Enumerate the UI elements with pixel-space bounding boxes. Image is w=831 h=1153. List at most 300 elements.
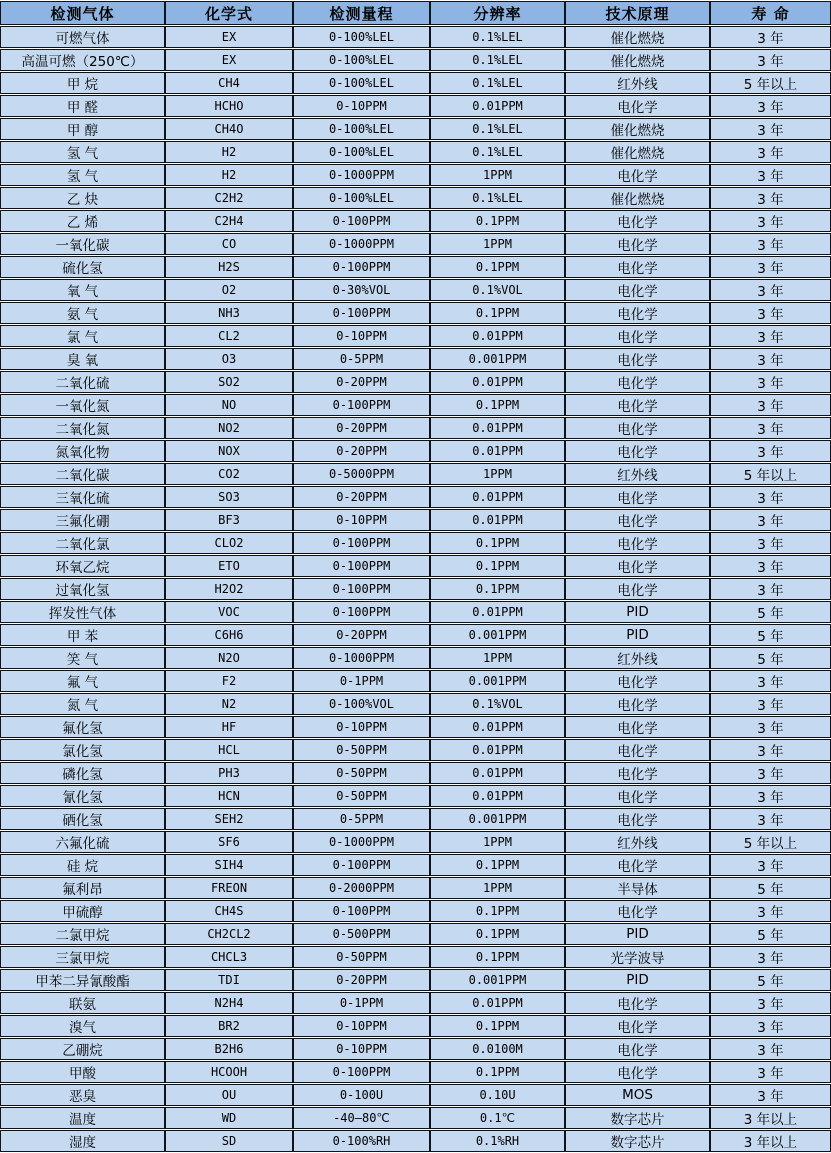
cell-lifespan: 3 年 [710,233,831,255]
cell-principle: 电化学 [565,1015,710,1037]
cell-lifespan: 3 年 [710,670,831,692]
cell-range: 0-1000PPM [293,164,430,186]
cell-gas-name: 二氯甲烷 [0,923,165,945]
cell-lifespan: 3 年 [710,532,831,554]
cell-lifespan: 3 年 [710,992,831,1014]
cell-principle: 电化学 [565,164,710,186]
cell-principle: 红外线 [565,831,710,853]
cell-resolution: 0.1%LEL [430,141,565,163]
cell-gas-name: 三氟化硼 [0,509,165,531]
cell-range: 0-100PPM [293,578,430,600]
cell-range: 0-10PPM [293,95,430,117]
cell-principle: 数字芯片 [565,1107,710,1129]
cell-range: 0-5PPM [293,808,430,830]
cell-gas-name: 氟化氢 [0,716,165,738]
cell-range: 0-10PPM [293,1038,430,1060]
table-row [0,26,831,48]
cell-principle: 数字芯片 [565,1130,710,1152]
table-row [0,693,831,715]
cell-principle: 电化学 [565,854,710,876]
cell-formula: CL2 [165,325,293,347]
cell-formula: C2H4 [165,210,293,232]
cell-resolution: 0.01PPM [430,509,565,531]
cell-range: 0-30%VOL [293,279,430,301]
table-row [0,118,831,140]
cell-resolution: 0.1PPM [430,532,565,554]
cell-lifespan: 3 年 [710,578,831,600]
cell-range: 0-10PPM [293,325,430,347]
cell-range: 0-5000PPM [293,463,430,485]
column-header-gas-name: 检测气体 [0,1,165,25]
table-row [0,716,831,738]
cell-gas-name: 二氧化碳 [0,463,165,485]
cell-formula: N2 [165,693,293,715]
cell-resolution: 0.01PPM [430,601,565,623]
cell-gas-name: 氢 气 [0,141,165,163]
cell-lifespan: 5 年以上 [710,831,831,853]
cell-gas-name: 硫化氢 [0,256,165,278]
cell-gas-name: 二氧化氯 [0,532,165,554]
cell-gas-name: 甲 醛 [0,95,165,117]
cell-resolution: 1PPM [430,164,565,186]
cell-range: 0-100%VOL [293,693,430,715]
cell-lifespan: 3 年 [710,279,831,301]
cell-principle: 红外线 [565,647,710,669]
cell-principle: 电化学 [565,233,710,255]
table-row [0,877,831,899]
cell-resolution: 0.001PPM [430,969,565,991]
table-row [0,210,831,232]
cell-lifespan: 5 年以上 [710,72,831,94]
cell-formula: SO2 [165,371,293,393]
table-row [0,578,831,600]
cell-principle: 电化学 [565,785,710,807]
table-row [0,785,831,807]
cell-gas-name: 甲 烷 [0,72,165,94]
table-row [0,417,831,439]
cell-range: 0-50PPM [293,946,430,968]
cell-formula: B2H6 [165,1038,293,1060]
cell-resolution: 0.1PPM [430,302,565,324]
cell-gas-name: 环氧乙烷 [0,555,165,577]
cell-range: 0-10PPM [293,716,430,738]
column-header-lifespan: 寿 命 [710,1,831,25]
cell-resolution: 0.01PPM [430,417,565,439]
table-row [0,440,831,462]
cell-resolution: 0.1PPM [430,210,565,232]
cell-formula: HF [165,716,293,738]
table-row [0,302,831,324]
cell-formula: ETO [165,555,293,577]
cell-lifespan: 5 年 [710,969,831,991]
cell-principle: 催化燃烧 [565,49,710,71]
cell-resolution: 0.1%VOL [430,279,565,301]
cell-lifespan: 3 年 [710,1084,831,1106]
cell-gas-name: 可燃气体 [0,26,165,48]
cell-gas-name: 硅 烷 [0,854,165,876]
cell-principle: 电化学 [565,509,710,531]
cell-formula: NOX [165,440,293,462]
cell-resolution: 0.01PPM [430,95,565,117]
cell-gas-name: 臭 氧 [0,348,165,370]
cell-formula: VOC [165,601,293,623]
cell-lifespan: 3 年 [710,26,831,48]
cell-gas-name: 甲苯二异氰酸酯 [0,969,165,991]
cell-principle: 电化学 [565,1038,710,1060]
cell-formula: N2O [165,647,293,669]
cell-formula: SD [165,1130,293,1152]
cell-lifespan: 3 年 [710,509,831,531]
cell-resolution: 0.1PPM [430,394,565,416]
cell-range: 0-100PPM [293,302,430,324]
cell-formula: H2 [165,164,293,186]
cell-gas-name: 氧 气 [0,279,165,301]
table-row [0,854,831,876]
cell-range: 0-50PPM [293,785,430,807]
table-row [0,900,831,922]
cell-range: 0-100PPM [293,854,430,876]
cell-lifespan: 5 年 [710,601,831,623]
table-row [0,95,831,117]
cell-principle: 电化学 [565,279,710,301]
cell-range: 0-100%LEL [293,72,430,94]
cell-formula: HCOOH [165,1061,293,1083]
cell-range: 0-100PPM [293,256,430,278]
cell-resolution: 0.001PPM [430,624,565,646]
cell-gas-name: 氟利昂 [0,877,165,899]
cell-principle: 催化燃烧 [565,141,710,163]
cell-lifespan: 3 年 [710,555,831,577]
cell-formula: CLO2 [165,532,293,554]
cell-formula: NO [165,394,293,416]
table-row [0,762,831,784]
cell-formula: CHCL3 [165,946,293,968]
column-header-principle: 技术原理 [565,1,710,25]
cell-range: 0-100%LEL [293,118,430,140]
table-row [0,1061,831,1083]
cell-gas-name: 乙硼烷 [0,1038,165,1060]
cell-resolution: 0.1%LEL [430,72,565,94]
cell-formula: F2 [165,670,293,692]
cell-formula: TDI [165,969,293,991]
table-row [0,463,831,485]
cell-gas-name: 过氧化氢 [0,578,165,600]
cell-range: 0-20PPM [293,486,430,508]
cell-gas-name: 二氧化氮 [0,417,165,439]
cell-formula: BR2 [165,1015,293,1037]
cell-resolution: 0.01PPM [430,325,565,347]
column-header-formula: 化学式 [165,1,293,25]
cell-range: 0-20PPM [293,371,430,393]
table-row [0,739,831,761]
cell-principle: PID [565,601,710,623]
cell-range: 0-2000PPM [293,877,430,899]
cell-lifespan: 3 年 [710,486,831,508]
cell-lifespan: 3 年 [710,210,831,232]
table-row [0,532,831,554]
table-body [0,26,831,1152]
cell-lifespan: 3 年 [710,762,831,784]
cell-formula: OU [165,1084,293,1106]
cell-principle: 光学波导 [565,946,710,968]
cell-formula: H2 [165,141,293,163]
column-header-range: 检测量程 [293,1,430,25]
cell-range: 0-1000PPM [293,647,430,669]
cell-formula: CO2 [165,463,293,485]
cell-principle: 电化学 [565,693,710,715]
cell-lifespan: 3 年 [710,808,831,830]
cell-principle: 电化学 [565,417,710,439]
table-row [0,1107,831,1129]
cell-resolution: 0.01PPM [430,486,565,508]
cell-lifespan: 3 年 [710,1061,831,1083]
table-row [0,486,831,508]
table-row [0,601,831,623]
cell-principle: 电化学 [565,256,710,278]
cell-range: 0-100%LEL [293,26,430,48]
cell-range: 0-100%RH [293,1130,430,1152]
table-row [0,555,831,577]
table-row [0,1130,831,1152]
cell-principle: 半导体 [565,877,710,899]
cell-range: 0-100PPM [293,532,430,554]
cell-gas-name: 温度 [0,1107,165,1129]
cell-resolution: 0.01PPM [430,371,565,393]
table-row [0,808,831,830]
cell-range: 0-100PPM [293,210,430,232]
cell-formula: FREON [165,877,293,899]
cell-range: 0-100%LEL [293,49,430,71]
cell-lifespan: 3 年 [710,302,831,324]
cell-gas-name: 乙 炔 [0,187,165,209]
cell-resolution: 0.10U [430,1084,565,1106]
cell-principle: 电化学 [565,716,710,738]
cell-lifespan: 3 年 [710,256,831,278]
cell-range: 0-100PPM [293,555,430,577]
table-header [0,1,831,25]
cell-principle: PID [565,969,710,991]
cell-resolution: 0.1%VOL [430,693,565,715]
cell-principle: 红外线 [565,72,710,94]
cell-range: 0-1000PPM [293,831,430,853]
cell-principle: 电化学 [565,371,710,393]
cell-range: 0-50PPM [293,762,430,784]
cell-resolution: 0.001PPM [430,808,565,830]
cell-principle: MOS [565,1084,710,1106]
cell-principle: 电化学 [565,808,710,830]
cell-lifespan: 3 年 [710,854,831,876]
cell-formula: SF6 [165,831,293,853]
table-row [0,348,831,370]
cell-formula: CH4 [165,72,293,94]
table-row [0,1084,831,1106]
cell-lifespan: 3 年 [710,394,831,416]
cell-lifespan: 3 年 [710,693,831,715]
table-row [0,394,831,416]
cell-formula: O2 [165,279,293,301]
cell-principle: 电化学 [565,394,710,416]
cell-gas-name: 六氟化硫 [0,831,165,853]
cell-resolution: 0.1%LEL [430,187,565,209]
cell-formula: SO3 [165,486,293,508]
cell-lifespan: 3 年 [710,95,831,117]
cell-resolution: 0.1PPM [430,256,565,278]
cell-resolution: 1PPM [430,233,565,255]
cell-formula: CO [165,233,293,255]
table-row [0,1038,831,1060]
cell-range: -40—80℃ [293,1107,430,1129]
cell-resolution: 0.0100M [430,1038,565,1060]
cell-resolution: 0.1%LEL [430,26,565,48]
table-row [0,923,831,945]
cell-formula: CH4S [165,900,293,922]
cell-lifespan: 3 年 [710,325,831,347]
cell-gas-name: 氨 气 [0,302,165,324]
cell-principle: PID [565,923,710,945]
cell-range: 0-100%LEL [293,141,430,163]
cell-gas-name: 恶臭 [0,1084,165,1106]
cell-lifespan: 3 年 [710,440,831,462]
cell-principle: 电化学 [565,325,710,347]
cell-range: 0-20PPM [293,440,430,462]
cell-principle: 电化学 [565,440,710,462]
cell-lifespan: 3 年以上 [710,1130,831,1152]
table-row [0,233,831,255]
cell-formula: EX [165,26,293,48]
cell-resolution: 0.001PPM [430,348,565,370]
cell-resolution: 1PPM [430,877,565,899]
cell-principle: PID [565,624,710,646]
cell-resolution: 1PPM [430,463,565,485]
cell-principle: 电化学 [565,348,710,370]
cell-gas-name: 氯化氢 [0,739,165,761]
cell-resolution: 0.1PPM [430,1061,565,1083]
cell-lifespan: 5 年 [710,923,831,945]
cell-gas-name: 二氧化硫 [0,371,165,393]
cell-resolution: 1PPM [430,831,565,853]
cell-resolution: 0.001PPM [430,670,565,692]
cell-lifespan: 5 年 [710,647,831,669]
cell-lifespan: 5 年 [710,877,831,899]
table-row [0,279,831,301]
table-row [0,647,831,669]
cell-gas-name: 挥发性气体 [0,601,165,623]
cell-range: 0-100U [293,1084,430,1106]
column-header-resolution: 分辨率 [430,1,565,25]
table-row [0,946,831,968]
cell-lifespan: 3 年 [710,187,831,209]
cell-formula: H2S [165,256,293,278]
cell-range: 0-10PPM [293,509,430,531]
cell-range: 0-20PPM [293,969,430,991]
cell-formula: CH4O [165,118,293,140]
cell-gas-name: 联氨 [0,992,165,1014]
cell-principle: 电化学 [565,670,710,692]
cell-formula: HCN [165,785,293,807]
cell-gas-name: 磷化氢 [0,762,165,784]
cell-range: 0-1PPM [293,992,430,1014]
cell-lifespan: 3 年 [710,118,831,140]
cell-gas-name: 三氯甲烷 [0,946,165,968]
cell-formula: SIH4 [165,854,293,876]
cell-resolution: 0.1PPM [430,854,565,876]
cell-gas-name: 笑 气 [0,647,165,669]
cell-lifespan: 3 年 [710,1015,831,1037]
cell-principle: 电化学 [565,992,710,1014]
cell-lifespan: 3 年 [710,371,831,393]
cell-formula: EX [165,49,293,71]
cell-gas-name: 溴气 [0,1015,165,1037]
cell-range: 0-20PPM [293,417,430,439]
cell-gas-name: 甲硫醇 [0,900,165,922]
table-row [0,1015,831,1037]
cell-resolution: 0.1PPM [430,923,565,945]
table-row [0,141,831,163]
cell-resolution: 0.1PPM [430,555,565,577]
table-row [0,325,831,347]
cell-gas-name: 氰化氢 [0,785,165,807]
cell-lifespan: 3 年 [710,1038,831,1060]
table-row [0,49,831,71]
cell-lifespan: 3 年 [710,348,831,370]
table-row [0,670,831,692]
table-row [0,164,831,186]
cell-principle: 电化学 [565,578,710,600]
cell-formula: WD [165,1107,293,1129]
cell-range: 0-100PPM [293,1061,430,1083]
cell-resolution: 0.1%LEL [430,49,565,71]
cell-lifespan: 3 年 [710,946,831,968]
cell-lifespan: 3 年 [710,785,831,807]
cell-gas-name: 高温可燃（250℃） [0,49,165,71]
cell-resolution: 0.01PPM [430,440,565,462]
cell-formula: SEH2 [165,808,293,830]
cell-range: 0-1000PPM [293,233,430,255]
table-row [0,969,831,991]
cell-principle: 电化学 [565,555,710,577]
cell-resolution: 0.1PPM [430,1015,565,1037]
cell-resolution: 0.1PPM [430,946,565,968]
cell-principle: 电化学 [565,900,710,922]
cell-gas-name: 湿度 [0,1130,165,1152]
cell-range: 0-500PPM [293,923,430,945]
table-row [0,624,831,646]
cell-range: 0-10PPM [293,1015,430,1037]
table-row [0,187,831,209]
cell-formula: C6H6 [165,624,293,646]
cell-gas-name: 三氧化硫 [0,486,165,508]
cell-lifespan: 5 年 [710,624,831,646]
cell-range: 0-100PPM [293,394,430,416]
cell-resolution: 0.01PPM [430,762,565,784]
cell-principle: 电化学 [565,302,710,324]
cell-formula: HCL [165,739,293,761]
table-row [0,72,831,94]
cell-resolution: 0.1PPM [430,578,565,600]
table-row [0,256,831,278]
cell-lifespan: 3 年 [710,417,831,439]
cell-lifespan: 3 年 [710,716,831,738]
cell-gas-name: 甲 苯 [0,624,165,646]
cell-gas-name: 甲酸 [0,1061,165,1083]
cell-lifespan: 3 年 [710,49,831,71]
cell-principle: 催化燃烧 [565,118,710,140]
cell-resolution: 1PPM [430,647,565,669]
cell-formula: PH3 [165,762,293,784]
cell-principle: 电化学 [565,486,710,508]
cell-formula: CH2CL2 [165,923,293,945]
cell-range: 0-1PPM [293,670,430,692]
